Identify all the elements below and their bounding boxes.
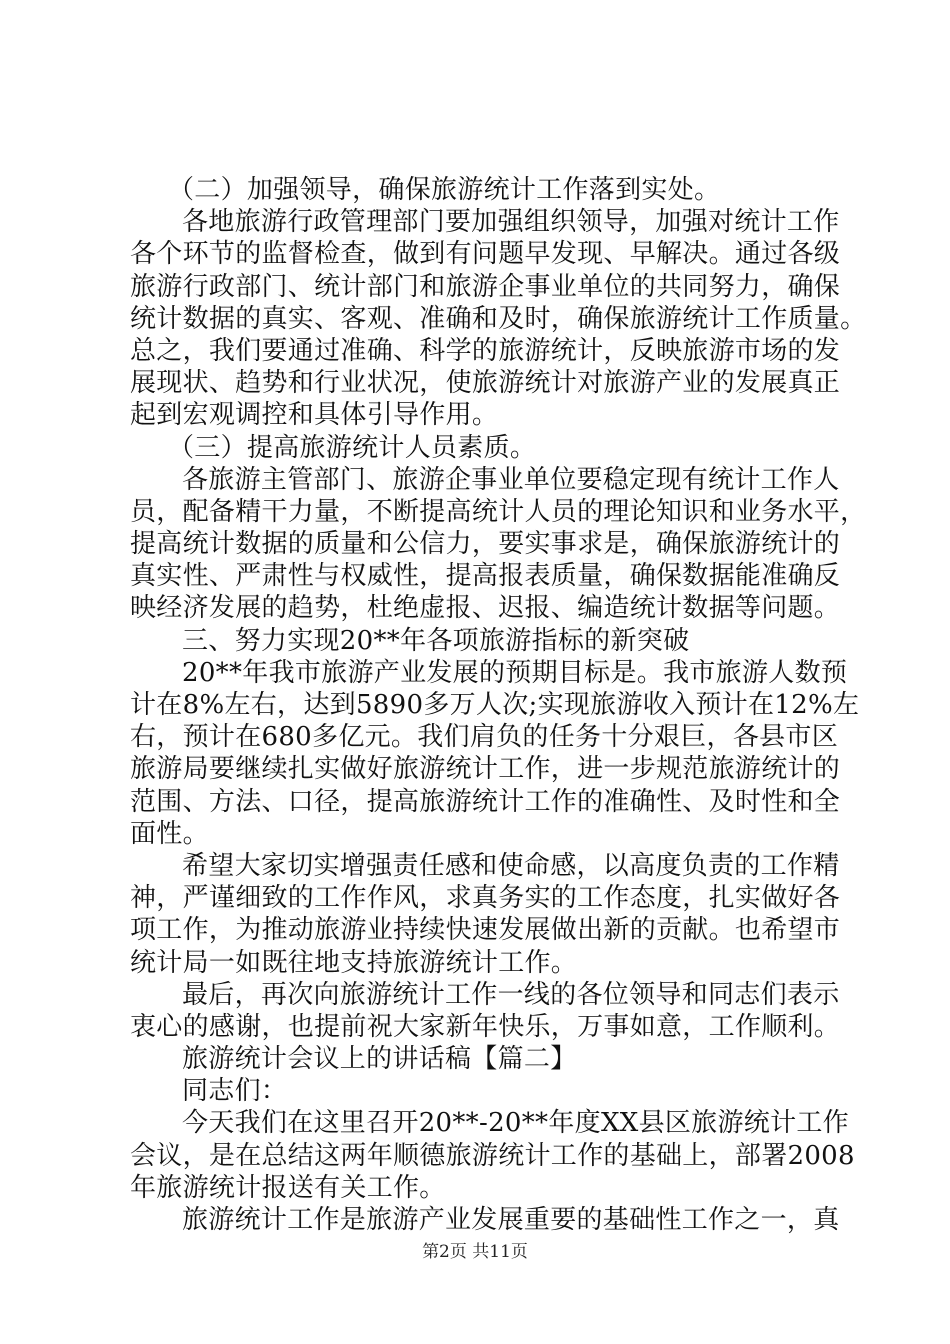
paragraph-line: 旅游行政部门、统计部门和旅游企事业单位的共同努力，确保	[130, 271, 841, 302]
page-number-footer: 第2页 共11页	[422, 1242, 528, 1262]
paragraph-line: 项工作，为推动旅游业持续快速发展做出新的贡献。也希望市	[130, 915, 841, 946]
paragraph-line: 映经济发展的趋势，杜绝虚报、迟报、编造统计数据等问题。	[130, 593, 841, 624]
paragraph-line: 起到宏观调控和具体引导作用。	[130, 400, 499, 431]
paragraph-line: 各地旅游行政管理部门要加强组织领导，加强对统计工作	[182, 207, 840, 238]
paragraph-line: 今天我们在这里召开20**-20**年度XX县区旅游统计工作	[182, 1108, 849, 1139]
paragraph-line: 旅游局要继续扎实做好旅游统计工作，进一步规范旅游统计的	[130, 754, 841, 785]
paragraph-line: 统计数据的真实、客观、准确和及时，确保旅游统计工作质量。	[130, 303, 867, 334]
paragraph-line: 真实性、严肃性与权威性，提高报表质量，确保数据能准确反	[130, 561, 841, 592]
paragraph-line: 20**年我市旅游产业发展的预期目标是。我市旅游人数预	[182, 657, 848, 688]
paragraph-line: 最后，再次向旅游统计工作一线的各位领导和同志们表示	[182, 979, 840, 1010]
paragraph-line: 总之，我们要通过准确、科学的旅游统计，反映旅游市场的发	[130, 335, 841, 366]
paragraph-line: 展现状、趋势和行业状况，使旅游统计对旅游产业的发展真正	[130, 368, 841, 399]
paragraph-line: 统计局一如既往地支持旅游统计工作。	[130, 947, 578, 978]
paragraph-line: 面性。	[130, 818, 209, 849]
article-title-part-2: 旅游统计会议上的讲话稿【篇二】	[182, 1044, 577, 1075]
section-heading-2: （二）加强领导，确保旅游统计工作落到实处。	[168, 175, 721, 205]
paragraph-line: 希望大家切实增强责任感和使命感，以高度负责的工作精	[182, 850, 840, 881]
section-heading-part-3: 三、努力实现20**年各项旅游指标的新突破	[182, 625, 690, 656]
document-body	[130, 174, 867, 1236]
paragraph-line: 各个环节的监督检查，做到有问题早发现、早解决。通过各级	[130, 239, 841, 270]
paragraph-line: 各旅游主管部门、旅游企事业单位要稳定现有统计工作人	[182, 464, 840, 495]
paragraph-line: 右，预计在680多亿元。我们肩负的任务十分艰巨，各县市区	[130, 722, 839, 753]
paragraph-line: 提高统计数据的质量和公信力，要实事求是，确保旅游统计的	[130, 529, 841, 560]
salutation: 同志们：	[182, 1076, 288, 1107]
paragraph-line: 员，配备精干力量，不断提高统计人员的理论知识和业务水平，	[130, 496, 867, 527]
paragraph-line: 会议，是在总结这两年顺德旅游统计工作的基础上，部署2008	[130, 1140, 855, 1171]
section-heading-3: （三）提高旅游统计人员素质。	[168, 432, 537, 463]
paragraph-line: 计在8%左右，达到5890多万人次;实现旅游收入预计在12%左	[130, 690, 860, 720]
paragraph-line: 年旅游统计报送有关工作。	[130, 1172, 446, 1203]
paragraph-line: 衷心的感谢，也提前祝大家新年快乐，万事如意，工作顺利。	[130, 1011, 841, 1042]
paragraph-line: 旅游统计工作是旅游产业发展重要的基础性工作之一，真	[182, 1205, 840, 1235]
paragraph-line: 范围、方法、口径，提高旅游统计工作的准确性、及时性和全	[130, 786, 841, 817]
paragraph-line: 神，严谨细致的工作作风，求真务实的工作态度，扎实做好各	[130, 883, 841, 914]
